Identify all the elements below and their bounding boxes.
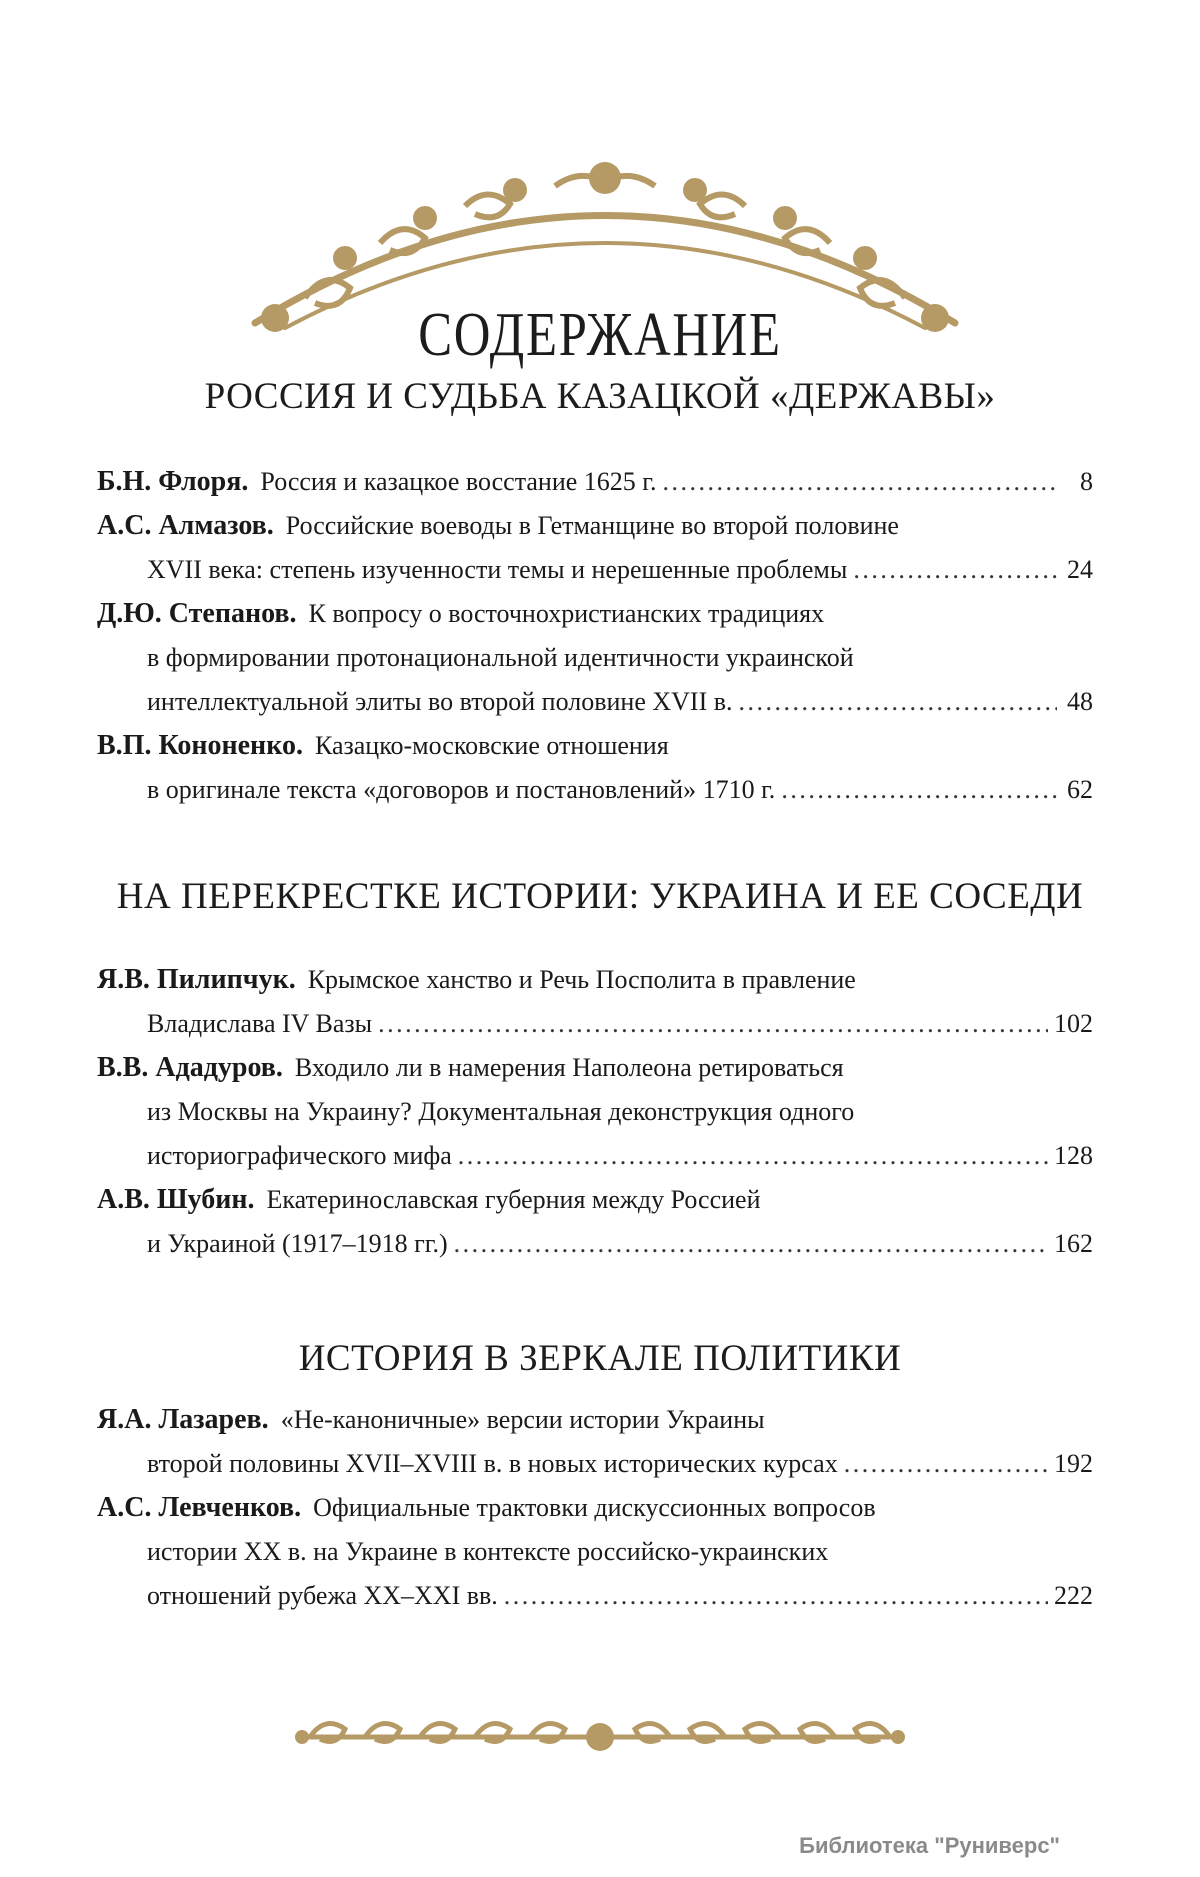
entry-title-line: историографического мифа bbox=[147, 1141, 452, 1170]
entry-title-line: «Не-каноничные» версии истории Украины bbox=[280, 1405, 765, 1434]
page-number: 62 bbox=[1067, 775, 1093, 804]
entry-title-line: истории XX в. на Украине в контексте российско-украинских bbox=[147, 1537, 829, 1566]
dot-leader bbox=[454, 1222, 1048, 1266]
dot-leader bbox=[378, 1002, 1048, 1046]
entry-author: Д.Ю. Степанов. bbox=[97, 598, 297, 629]
entry-author: А.С. Алмазов. bbox=[97, 510, 274, 541]
dot-leader bbox=[844, 1442, 1048, 1486]
toc-entry[interactable] bbox=[97, 1486, 1093, 1618]
entry-title-line: К вопросу о восточнохристианских традициях bbox=[308, 599, 825, 628]
bottom-ornament-border bbox=[290, 1707, 910, 1767]
entry-title-line: в формировании протонациональной идентичности украинской bbox=[147, 643, 854, 672]
entry-title-line: из Москвы на Украину? Документальная деконструкция одного bbox=[147, 1097, 855, 1126]
entry-title-line: в оригинале текста «договоров и постановлений» 1710 г. bbox=[147, 775, 776, 804]
dot-leader bbox=[504, 1574, 1048, 1618]
page-title: СОДЕРЖАНИЕ bbox=[418, 301, 782, 369]
dot-leader bbox=[853, 548, 1057, 592]
entry-title-line: Российские воеводы в Гетманщине во второй половине bbox=[285, 511, 899, 540]
toc-entry[interactable] bbox=[97, 1398, 1093, 1486]
dot-leader bbox=[663, 460, 1057, 504]
toc-entry[interactable] bbox=[97, 958, 1093, 1046]
dot-leader bbox=[739, 680, 1057, 724]
library-watermark: Библиотека "Руниверс" bbox=[799, 1833, 1060, 1858]
section-heading: НА ПЕРЕКРЕСТКЕ ИСТОРИИ: УКРАИНА И ЕЕ СОСЕДИ bbox=[116, 876, 1084, 917]
entry-title-line: Россия и казацкое восстание 1625 г. bbox=[260, 467, 657, 496]
page-number: 192 bbox=[1054, 1449, 1093, 1478]
dot-leader bbox=[458, 1134, 1048, 1178]
entry-title-line: Входило ли в намерения Наполеона ретироваться bbox=[294, 1053, 844, 1082]
entry-author: Б.Н. Флоря. bbox=[97, 466, 249, 497]
toc-entry[interactable] bbox=[97, 504, 1093, 592]
page-number: 102 bbox=[1054, 1009, 1093, 1038]
entry-author: А.С. Левченков. bbox=[97, 1492, 302, 1523]
toc-entry[interactable] bbox=[97, 592, 1093, 724]
entry-title-line: отношений рубежа XX–XXI вв. bbox=[147, 1581, 498, 1610]
section-heading: ИСТОРИЯ В ЗЕРКАЛЕ ПОЛИТИКИ bbox=[298, 1338, 902, 1379]
entry-title-line: интеллектуальной элиты во второй половине XVII в. bbox=[147, 687, 733, 716]
page-number: 162 bbox=[1054, 1229, 1093, 1258]
page-number: 128 bbox=[1054, 1141, 1093, 1170]
entry-author: В.В. Ададуров. bbox=[97, 1052, 283, 1083]
entry-title-line: и Украиной (1917–1918 гг.) bbox=[147, 1229, 448, 1258]
page-number: 48 bbox=[1067, 687, 1093, 716]
toc-entry[interactable] bbox=[97, 724, 1093, 812]
entry-title-line: Казацко-московские отношения bbox=[314, 731, 669, 760]
page-number: 24 bbox=[1067, 555, 1093, 584]
page-number: 8 bbox=[1080, 467, 1093, 496]
page-number: 222 bbox=[1054, 1581, 1093, 1610]
entry-author: А.В. Шубин. bbox=[97, 1184, 255, 1215]
entry-author: Я.А. Лазарев. bbox=[97, 1404, 269, 1435]
toc-entry[interactable] bbox=[97, 460, 1093, 504]
entry-title-line: Крымское ханство и Речь Посполита в правление bbox=[307, 965, 856, 994]
entry-author: Я.В. Пилипчук. bbox=[97, 964, 296, 995]
section-heading: РОССИЯ И СУДЬБА КАЗАЦКОЙ «ДЕРЖАВЫ» bbox=[204, 376, 996, 417]
entry-title-line: Официальные трактовки дискуссионных вопросов bbox=[313, 1493, 876, 1522]
dot-leader bbox=[781, 768, 1057, 812]
entry-title-line: второй половины XVII–XVIII в. в новых исторических курсах bbox=[147, 1449, 838, 1478]
toc-entry[interactable] bbox=[97, 1046, 1093, 1178]
entry-title-line: Владислава IV Вазы bbox=[147, 1009, 373, 1038]
entry-title-line: Екатеринославская губерния между Россией bbox=[266, 1185, 761, 1214]
entry-author: В.П. Кононенко. bbox=[97, 730, 303, 761]
entry-title-line: XVII века: степень изученности темы и нерешенные проблемы bbox=[147, 555, 848, 584]
toc-entry[interactable] bbox=[97, 1178, 1093, 1266]
